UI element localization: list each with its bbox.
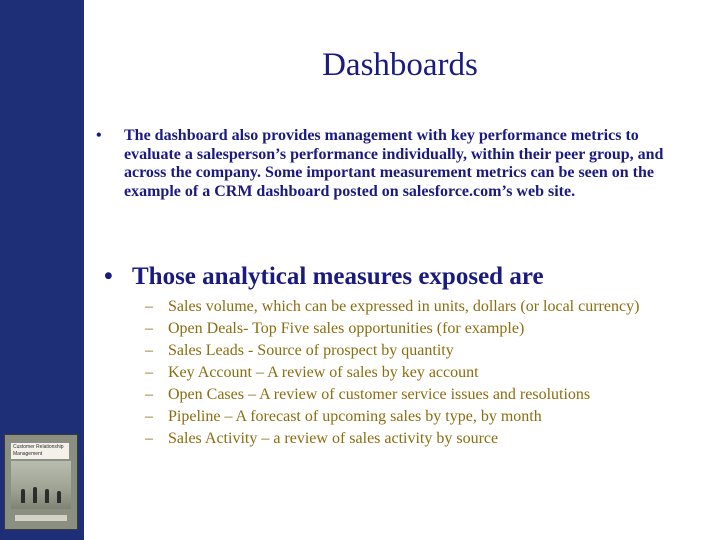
list-item-text: Key Account – A review of sales by key account [168, 364, 479, 381]
list-item [145, 384, 685, 406]
list-item [145, 318, 685, 340]
bullet-text: Those analytical measures exposed are [132, 263, 544, 290]
figure-silhouette [21, 489, 25, 503]
bullet-text: The dashboard also provides management with key performance metrics to evaluate a salesperson’s performance individually, within their peer group, and across the company. Some important measurement metrics can be seen on the example of a CRM dashboard posted on salesforce.com’s web site. [124, 127, 664, 200]
list-item-text: Pipeline – A forecast of upcoming sales by type, by month [168, 408, 542, 425]
list-item [145, 428, 685, 450]
list-item-text: Open Deals- Top Five sales opportunities (for example) [168, 320, 525, 337]
list-item-text: Sales volume, which can be expressed in units, dollars (or local currency) [168, 298, 640, 315]
list-item-text: Sales Activity – a review of sales activity by source [168, 430, 499, 447]
book-cover-image [4, 434, 78, 530]
figure-silhouette [57, 491, 61, 503]
figure-silhouette [45, 489, 49, 503]
bullet-analytical-measures [104, 262, 684, 292]
bullet-dashboard-description [96, 127, 676, 201]
dash-marker: – [145, 298, 153, 315]
dash-marker: – [145, 408, 153, 425]
bullet-marker: • [104, 263, 113, 290]
list-item [145, 406, 685, 428]
list-item [145, 340, 685, 362]
list-item [145, 362, 685, 384]
list-item-text: Open Cases – A review of customer service issues and resolutions [168, 386, 591, 403]
list-item [145, 296, 685, 318]
dash-marker: – [145, 430, 153, 447]
dash-marker: – [145, 320, 153, 337]
book-cover-footer [15, 515, 67, 521]
list-item-text: Sales Leads - Source of prospect by quantity [168, 342, 454, 359]
figure-silhouette [33, 487, 37, 503]
bullet-marker: • [96, 127, 102, 144]
measures-list [145, 296, 685, 450]
dash-marker: – [145, 364, 153, 381]
dash-marker: – [145, 386, 153, 403]
book-cover-title: Customer Relationship Management [11, 443, 69, 459]
dash-marker: – [145, 342, 153, 359]
slide-title: Dashboards [322, 47, 478, 83]
book-cover-photo [11, 461, 71, 509]
